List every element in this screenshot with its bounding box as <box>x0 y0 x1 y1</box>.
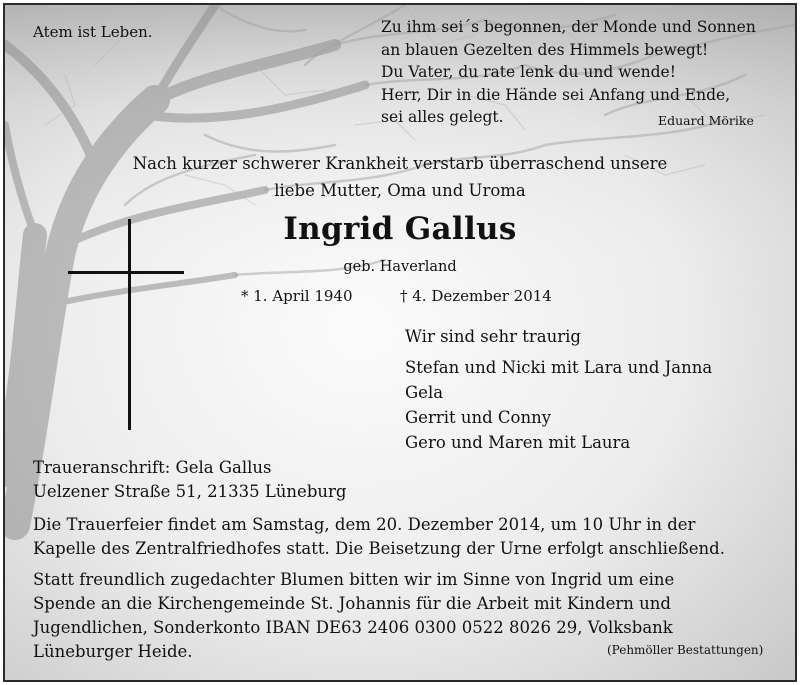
poem-author: Eduard Mörike <box>658 113 754 128</box>
donation-line: Statt freundlich zugedachter Blumen bitten wir im Sinne von Ingrid um eine <box>33 570 675 589</box>
poem-line: an blauen Gezelten des Himmels bewegt! <box>381 40 709 59</box>
ceremony-line: Die Trauerfeier findet am Samstag, dem 20. Dezember 2014, um 10 Uhr in der <box>33 515 696 534</box>
poem-line: sei alles gelegt. <box>381 108 504 126</box>
mourner-name: Gerrit und Conny <box>405 408 552 427</box>
donation-line: Spende an die Kirchengemeinde St. Johannis für die Arbeit mit Kindern und <box>33 594 671 613</box>
maiden-name: geb. Haverland <box>343 259 457 275</box>
mourner-name: Gero und Maren mit Laura <box>405 433 631 452</box>
announcement-line: Nach kurzer schwerer Krankheit verstarb überraschend unsere <box>132 154 668 173</box>
donation-line: Lüneburger Heide. <box>33 642 193 661</box>
donation-paragraph <box>33 568 674 664</box>
poem-line: Zu ihm sei´s begonnen, der Monde und Sonnen <box>381 18 756 36</box>
obituary-notice <box>3 3 797 682</box>
mourner-name: Stefan und Nicki mit Lara und Janna <box>405 358 713 377</box>
death-announcement <box>5 150 795 204</box>
address-line: Traueranschrift: Gela Gallus <box>33 458 272 477</box>
poem <box>381 16 756 129</box>
mourners-intro: Wir sind sehr traurig <box>405 327 581 346</box>
poem-line: Du Vater, du rate lenk du und wende! <box>381 63 676 81</box>
ceremony-line: Kapelle des Zentralfriedhofes statt. Die Beisetzung der Urne erfolgt anschließend. <box>33 539 725 558</box>
donation-line: Jugendlichen, Sonderkonto IBAN DE63 2406 0300 0522 8026 29, Volksbank <box>33 618 673 637</box>
birth-date: * 1. April 1940 <box>241 287 353 305</box>
mourner-name: Gela <box>405 383 444 402</box>
address-line: Uelzener Straße 51, 21335 Lüneburg <box>33 482 347 501</box>
deceased-name: Ingrid Gallus <box>283 211 517 247</box>
mourning-address <box>33 456 346 504</box>
death-date: † 4. Dezember 2014 <box>400 287 552 305</box>
mourners-list <box>405 324 712 455</box>
announcement-line: liebe Mutter, Oma und Uroma <box>274 181 526 200</box>
ceremony-paragraph <box>33 513 725 561</box>
poem-line: Herr, Dir in die Hände sei Anfang und Ende, <box>381 85 731 104</box>
undertaker-credit: (Pehmöller Bestattungen) <box>607 643 764 657</box>
cross-icon <box>128 219 131 430</box>
motto-text: Atem ist Leben. <box>33 23 153 41</box>
